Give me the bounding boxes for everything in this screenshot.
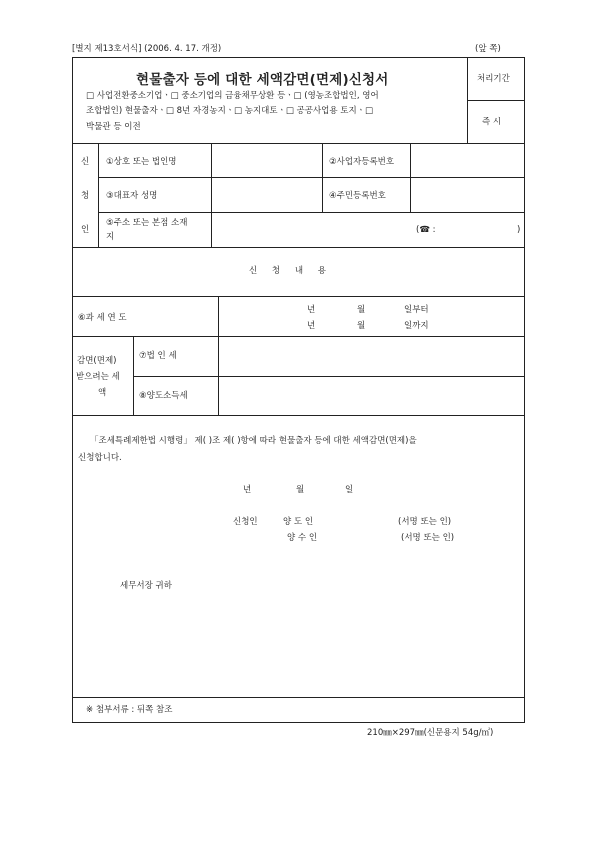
- subtitle-line-1: □ 사업전환중소기업ㆍ□ 중소기업의 금융채무상환 등ㆍ□ (영농조합법인, 영어: [86, 91, 379, 101]
- reduction-label-line-1: 감면(면제): [77, 356, 117, 366]
- company-name-label: ①상호 또는 법인명: [106, 157, 177, 167]
- tax-year-label: ⑥과 세 연 도: [78, 313, 127, 323]
- tax-year-to-year: 년: [307, 321, 316, 331]
- phone-close: ): [517, 225, 521, 235]
- tax-year-to-day: 일까지: [404, 321, 429, 331]
- statement-top-line: [72, 415, 525, 416]
- applicant-row-line-1: [98, 177, 525, 178]
- transfer-income-tax-label: ⑧양도소득세: [139, 391, 188, 401]
- content-header: 신 청 내 용: [249, 266, 332, 276]
- applicant-label: 신청인: [233, 517, 258, 527]
- tax-year-top-line: [72, 296, 525, 297]
- applicant-col-divider-2: [322, 143, 323, 212]
- tax-year-from-day: 일부터: [404, 305, 429, 315]
- addressee: 세무서장 귀하: [120, 581, 172, 591]
- reduction-label-line-2: 받으려는 세: [76, 372, 120, 382]
- applicant-col-divider-1: [211, 143, 212, 247]
- reduction-top-line: [72, 336, 525, 337]
- corporate-tax-label: ⑦법 인 세: [139, 351, 177, 361]
- attachment-top-line: [72, 697, 525, 698]
- processing-mid-line: [467, 100, 525, 101]
- transferee-signature: (서명 또는 인): [401, 533, 455, 543]
- applicant-top-line: [72, 143, 525, 144]
- statement-line-1: 「조세특례제한법 시행령」 제( )조 제( )항에 따라 현물출자 등에 대한 세액감면(면제)을: [90, 436, 417, 446]
- processing-period-label: 처리기간: [477, 74, 510, 84]
- form-number: [별지 제13호서식] (2006. 4. 17. 개정): [72, 44, 222, 54]
- reduction-label-line-3: 액: [98, 388, 107, 398]
- applicant-section-char-1: 신: [81, 157, 90, 167]
- transferor-label: 양 도 인: [283, 517, 314, 527]
- processing-period-value: 즉 시: [482, 117, 502, 127]
- applicant-section-char-2: 청: [81, 191, 90, 201]
- tax-year-from-month: 월: [357, 305, 366, 315]
- attachment-note: ※ 첨부서류 : 뒤쪽 참조: [86, 705, 173, 715]
- phone-label: (☎ :: [416, 225, 436, 235]
- reduction-mid-line: [133, 376, 525, 377]
- content-top-line: [72, 247, 525, 248]
- applicant-row-line-2: [98, 212, 525, 213]
- transferee-label: 양 수 인: [287, 533, 318, 543]
- representative-name-label: ③대표자 성명: [106, 191, 158, 201]
- transferor-signature: (서명 또는 인): [398, 517, 452, 527]
- sign-date-year: 년: [243, 485, 252, 495]
- tax-year-to-month: 월: [357, 321, 366, 331]
- business-reg-no-label: ②사업자등록번호: [329, 157, 395, 167]
- sign-date-month: 월: [296, 485, 305, 495]
- address-label-line-2: 지: [106, 232, 115, 242]
- form-title: 현물출자 등에 대한 세액감면(면제)신청서: [136, 72, 389, 88]
- tax-year-divider: [218, 296, 219, 336]
- tax-year-from-year: 년: [307, 305, 316, 315]
- statement-line-2: 신청합니다.: [78, 453, 122, 463]
- applicant-section-char-3: 인: [81, 225, 90, 235]
- applicant-col-divider-3: [410, 143, 411, 212]
- applicant-label-divider: [98, 143, 99, 247]
- subtitle-line-2: 조합법인) 현물출자ㆍ□ 8년 자경농지ㆍ□ 농지대토ㆍ□ 공공사업용 토지ㆍ□: [86, 106, 373, 116]
- page-side-label: (앞 쪽): [475, 44, 501, 54]
- resident-reg-no-label: ④주민등록번호: [329, 191, 386, 201]
- subtitle-line-3: 박물관 등 이전: [86, 122, 141, 132]
- sign-date-day: 일: [345, 485, 354, 495]
- paper-spec: 210㎜×297㎜(신문용지 54g/㎡): [367, 728, 494, 738]
- address-label-line-1: ⑤주소 또는 본점 소재: [106, 218, 188, 228]
